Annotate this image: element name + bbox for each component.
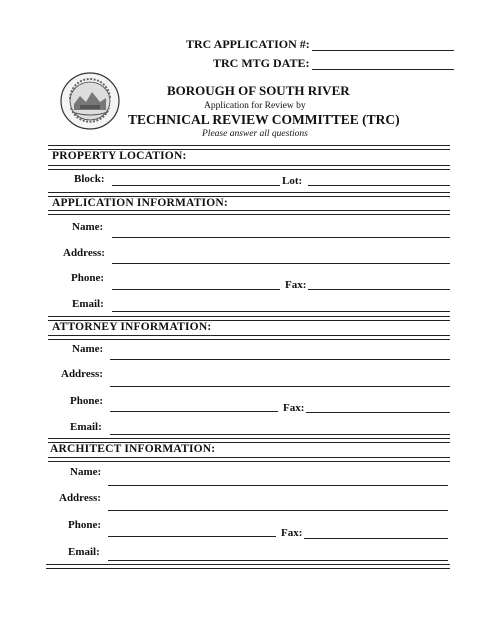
section-divider — [48, 165, 450, 170]
architect-fax-field[interactable] — [304, 538, 448, 539]
section-divider — [48, 210, 450, 215]
applicant-email-field[interactable] — [112, 311, 450, 312]
architect-email-label: Email: — [68, 546, 100, 558]
section-divider — [46, 564, 450, 569]
architect-email-field[interactable] — [108, 560, 448, 561]
attorney-address-label: Address: — [61, 368, 103, 380]
attorney-address-field[interactable] — [110, 386, 450, 387]
property-section-title: PROPERTY LOCATION: — [52, 150, 187, 162]
attorney-name-field[interactable] — [110, 359, 450, 360]
applicant-address-label: Address: — [63, 247, 105, 259]
attorney-email-label: Email: — [70, 421, 102, 433]
applicant-phone-label: Phone: — [71, 272, 104, 284]
attorney-fax-label: Fax: — [283, 402, 305, 414]
attorney-phone-field[interactable] — [110, 411, 278, 412]
applicant-fax-field[interactable] — [308, 289, 450, 290]
architect-phone-label: Phone: — [68, 519, 101, 531]
attorney-email-field[interactable] — [110, 434, 450, 435]
section-divider — [48, 335, 450, 340]
applicant-email-label: Email: — [72, 298, 104, 310]
committee-title: TECHNICAL REVIEW COMMITTEE (TRC) — [128, 112, 400, 127]
borough-seal — [60, 72, 120, 130]
application-section-title: APPLICATION INFORMATION: — [52, 197, 228, 209]
borough-title: BOROUGH OF SOUTH RIVER — [167, 83, 350, 98]
architect-address-label: Address: — [59, 492, 101, 504]
attorney-section-title: ATTORNEY INFORMATION: — [52, 321, 212, 333]
trc-mtg-date-field[interactable] — [312, 69, 454, 70]
trc-application-field[interactable] — [312, 50, 454, 51]
section-divider — [48, 457, 450, 462]
architect-section-title: ARCHITECT INFORMATION: — [50, 443, 216, 455]
applicant-name-field[interactable] — [112, 237, 450, 238]
attorney-phone-label: Phone: — [70, 395, 103, 407]
applicant-address-field[interactable] — [112, 263, 450, 264]
architect-name-label: Name: — [70, 466, 102, 478]
block-field[interactable] — [112, 185, 280, 186]
attorney-fax-field[interactable] — [306, 412, 450, 413]
attorney-name-label: Name: — [72, 343, 104, 355]
applicant-name-label: Name: — [72, 221, 104, 233]
form-instruction: Please answer all questions — [202, 129, 308, 139]
lot-field[interactable] — [308, 185, 450, 186]
architect-phone-field[interactable] — [108, 536, 276, 537]
form-subtitle: Application for Review by — [204, 101, 306, 111]
applicant-fax-label: Fax: — [285, 279, 307, 291]
trc-mtg-date-label: TRC MTG DATE: — [213, 56, 310, 70]
block-label: Block: — [74, 173, 105, 185]
architect-name-field[interactable] — [108, 485, 448, 486]
architect-fax-label: Fax: — [281, 527, 303, 539]
trc-application-label: TRC APPLICATION #: — [186, 37, 310, 51]
applicant-phone-field[interactable] — [112, 289, 280, 290]
architect-address-field[interactable] — [108, 510, 448, 511]
lot-label: Lot: — [282, 175, 303, 187]
